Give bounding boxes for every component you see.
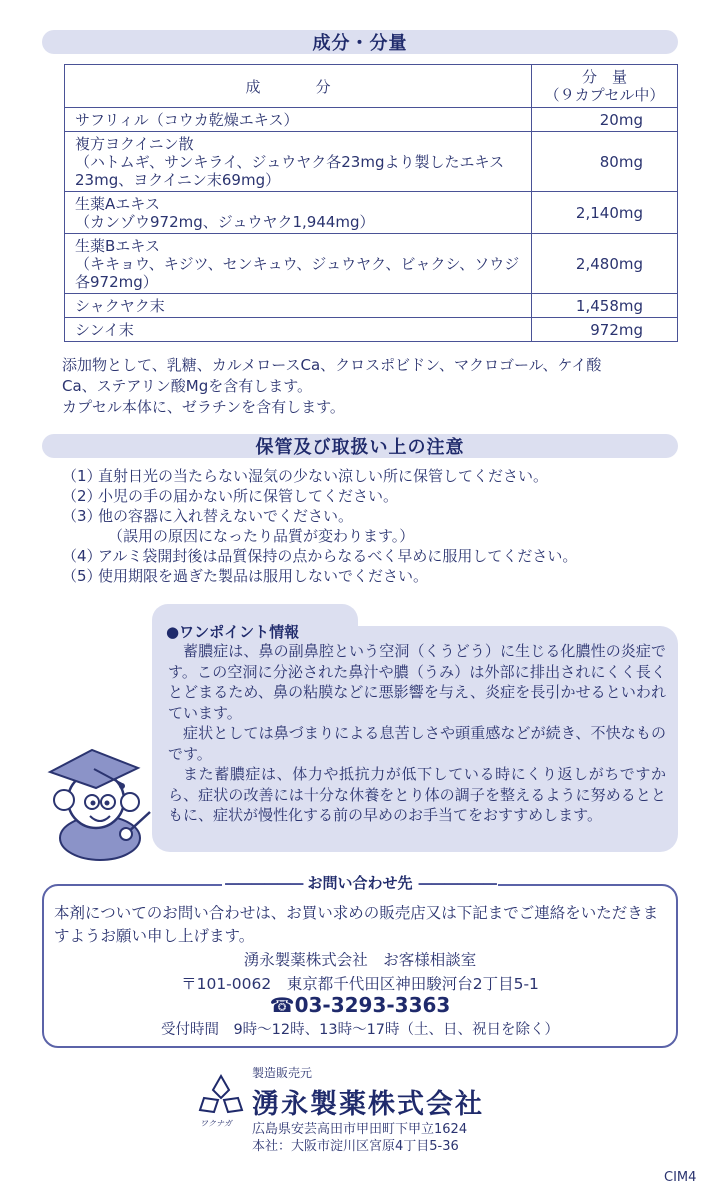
- ingredient-amount: 20mg: [532, 108, 678, 132]
- ingredient-name: [65, 294, 532, 318]
- item-text: 使用期限を過ぎた製品は服用しないでください。: [98, 567, 429, 585]
- maker-address-1: 広島県安芸高田市甲田町下甲立1624: [252, 1122, 468, 1137]
- item-number: （2）: [62, 487, 102, 505]
- company-name: 湧永製薬株式会社: [252, 1089, 484, 1120]
- storage-header: 保管及び取扱い上の注意: [42, 434, 678, 458]
- list-item: [62, 566, 682, 586]
- contact-phone[interactable]: ☎03-3293-3363: [269, 993, 451, 1017]
- contact-hours: 受付時間 9時～12時、13時～17時（土、日、祝日を除く）: [160, 1022, 560, 1038]
- contact-title: [222, 872, 498, 893]
- table-row: [65, 294, 678, 318]
- table-header-row: [65, 65, 678, 108]
- list-item-subnote: （誤用の原因になったり品質が変わります。）: [108, 527, 415, 545]
- contact-title-text: お問い合わせ先: [307, 874, 413, 892]
- tip-title: ●ワンポイント情報: [166, 623, 300, 641]
- table-row: [65, 192, 678, 234]
- additive-note-1: 添加物として、乳糖、カルメロースCa、クロスポビドン、マクロゴール、ケイ酸: [62, 356, 602, 374]
- ingredient-name-line: （カンゾウ972mg、ジュウヤク1,944mg）: [75, 212, 375, 231]
- ingredient-amount: 2,140mg: [532, 192, 678, 234]
- logo-label: ワクナガ: [200, 1119, 232, 1128]
- table-row: [65, 132, 678, 192]
- ingredient-name: [65, 108, 532, 132]
- ingredient-amount: 2,480mg: [532, 234, 678, 294]
- ingredient-name-line: 複方ヨクイニン散: [75, 134, 194, 153]
- list-item: [62, 506, 682, 526]
- ingredient-name-line: 23mg、ヨクイニン末69mg）: [75, 170, 281, 189]
- professor-mascot-illustration: [38, 742, 154, 862]
- item-number: （3）: [62, 507, 102, 525]
- list-item: [62, 546, 682, 566]
- tip-body: [168, 641, 666, 826]
- ingredient-name: [65, 192, 532, 234]
- item-text: アルミ袋開封後は品質保持の点からなるべく早めに服用してください。: [98, 547, 578, 565]
- table-row: [65, 318, 678, 342]
- ingredient-name-line: シンイ末: [75, 320, 134, 339]
- ingredient-name-line: （ハトムギ、サンキライ、ジュウヤク各23mgより製したエキス: [75, 152, 505, 171]
- document-code: CIM4: [664, 1170, 697, 1185]
- column-header-name: 成 分: [65, 65, 532, 108]
- ingredients-table: [64, 64, 678, 342]
- ingredient-name-line: シャクヤク末: [75, 296, 165, 315]
- ingredient-name-line: 生薬Bエキス: [75, 236, 160, 255]
- ingredients-header: 成分・分量: [42, 30, 678, 54]
- ingredient-name-line: サフリィル（コウカ乾燥エキス）: [75, 110, 299, 129]
- contact-company: 湧永製薬株式会社 お客様相談室: [243, 951, 477, 969]
- ingredient-amount: 972mg: [532, 318, 678, 342]
- precaution-list: [62, 466, 682, 586]
- contact-text: 本剤についてのお問い合わせは、お買い求めの販売店又は下記までご連絡をいただきますようお願い申し上げます。: [54, 904, 659, 945]
- item-number: （4）: [62, 547, 102, 565]
- item-text: 直射日光の当たらない湿気の少ない涼しい所に保管してください。: [98, 467, 549, 485]
- maker-label: 製造販売元: [252, 1066, 313, 1080]
- tip-paragraph: 症状としては鼻づまりによる息苦しさや頭重感などが続き、不快なものです。: [168, 724, 666, 763]
- tip-paragraph: 蓄膿症は、鼻の副鼻腔という空洞（くうどう）に生じる化膿性の炎症です。この空洞に分泌された鼻汁や膿（うみ）は外部に排出されにくく長くとどまるため、鼻の粘膜などに悪影響を与え、炎症を長引かせるといわれています。: [168, 642, 666, 722]
- ingredient-name-line: 各972mg）: [75, 272, 158, 291]
- column-header-amount-line2: （９カプセル中）: [544, 86, 665, 104]
- table-row: [65, 108, 678, 132]
- ingredient-amount: 1,458mg: [532, 294, 678, 318]
- item-number: （1）: [62, 467, 102, 485]
- item-text: 他の容器に入れ替えないでください。: [98, 507, 354, 525]
- list-item: [62, 466, 682, 486]
- additive-note-3: カプセル本体に、ゼラチンを含有します。: [62, 398, 345, 416]
- item-number: （5）: [62, 567, 102, 585]
- ingredient-name: [65, 132, 532, 192]
- ingredient-name-line: 生薬Aエキス: [75, 194, 160, 213]
- item-text: 小児の手の届かない所に保管してください。: [98, 487, 399, 505]
- column-header-amount-line1: 分 量: [581, 68, 627, 86]
- column-header-amount: [532, 65, 678, 108]
- additive-note-2: Ca、ステアリン酸Mgを含有します。: [62, 377, 313, 395]
- contact-address: 〒101-0062 東京都千代田区神田駿河台2丁目5-1: [181, 975, 539, 993]
- ingredient-name: [65, 318, 532, 342]
- ingredient-amount: 80mg: [532, 132, 678, 192]
- table-row: [65, 234, 678, 294]
- maker-address-2: 本社：大阪市淀川区宮原4丁目5-36: [252, 1139, 459, 1154]
- title-rule: ——————: [224, 874, 303, 892]
- ingredient-name-line: （キキョウ、キジツ、センキュウ、ジュウヤク、ビャクシ、ソウジ: [75, 254, 520, 273]
- list-item: [62, 486, 682, 506]
- title-rule: ——————: [417, 874, 496, 892]
- ingredient-name: [65, 234, 532, 294]
- tip-paragraph: また蓄膿症は、体力や抵抗力が低下している時にくり返しがちですから、症状の改善には十分な休養をとり体の調子を整えるように努めるとともに、症状が慢性化する前の早めのお手当てをおすすめします。: [168, 765, 666, 824]
